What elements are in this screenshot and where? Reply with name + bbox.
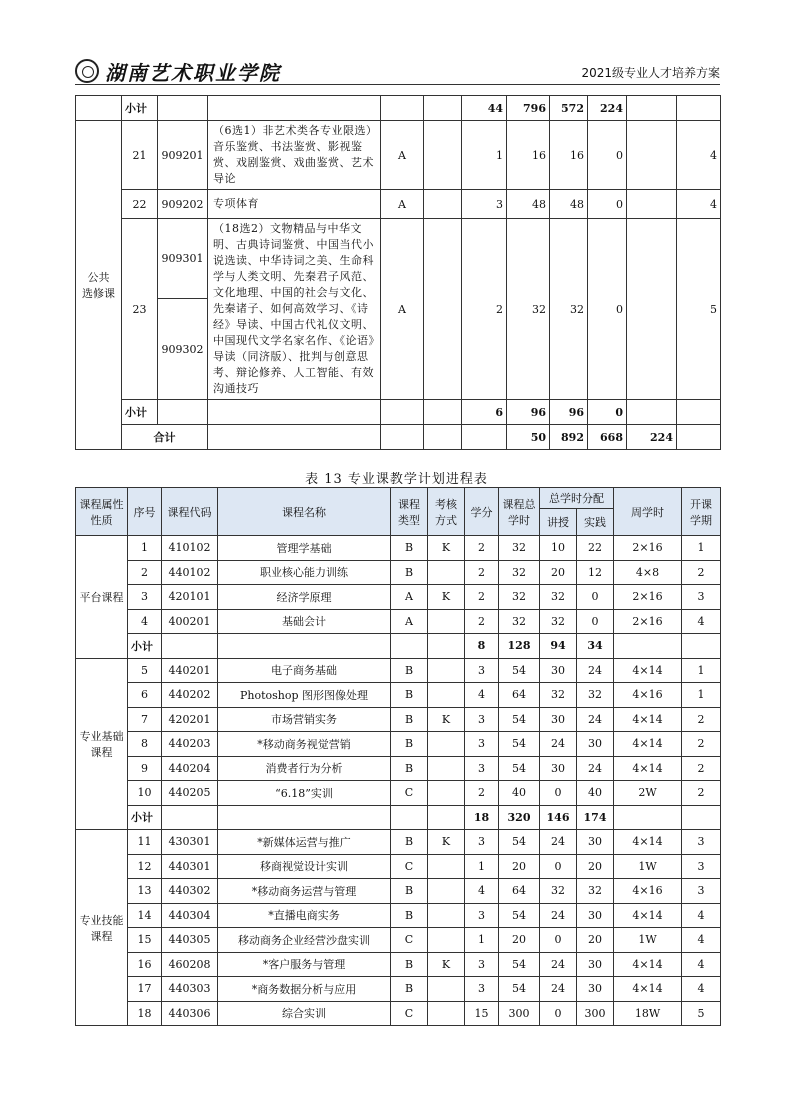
- cell-type: A: [391, 585, 428, 610]
- cell-credits: 2: [465, 560, 499, 585]
- subtotal-hours: 128: [499, 634, 540, 659]
- header-exam: 考核方式: [428, 488, 465, 536]
- cell-hours: 20: [499, 928, 540, 953]
- cell-credits: 4: [465, 879, 499, 904]
- cell-type: B: [391, 536, 428, 561]
- header-dist: 总学时分配: [540, 488, 614, 509]
- cell-weekly: 4×14: [614, 903, 682, 928]
- cell-credits: 2: [465, 585, 499, 610]
- cell-type: B: [391, 732, 428, 757]
- cell-practice: 30: [577, 952, 614, 977]
- cell-practice: 0: [577, 585, 614, 610]
- cell-practice: 300: [577, 1001, 614, 1026]
- cell-term: 3: [682, 854, 721, 879]
- cell-type: B: [391, 952, 428, 977]
- cell-name: 电子商务基础: [218, 658, 391, 683]
- table-row: [76, 683, 721, 708]
- table-row: 合计 50 892 668 224: [76, 425, 721, 450]
- cell-practice: 24: [577, 707, 614, 732]
- cell-type: B: [391, 560, 428, 585]
- cell-weekly: 4×14: [614, 732, 682, 757]
- table-caption: 表 13 专业课教学计划进程表: [305, 472, 488, 487]
- school-logo: [75, 58, 281, 84]
- cell-lecture: 0: [540, 781, 577, 806]
- cell-seq: 15: [128, 928, 162, 953]
- header-weekly: 周学时: [614, 488, 682, 536]
- cell-seq: 6: [128, 683, 162, 708]
- cell-code: 440305: [162, 928, 218, 953]
- cell-credits: 2: [465, 781, 499, 806]
- cell-term: 4: [682, 609, 721, 634]
- cell-name: “6.18”实训: [218, 781, 391, 806]
- cell-code: 440205: [162, 781, 218, 806]
- cell-type: C: [391, 854, 428, 879]
- table-row: 22 909202 专项体育 A 3 48 48 0 4: [76, 190, 721, 219]
- cell-practice: 40: [577, 781, 614, 806]
- cell-credits: 1: [465, 854, 499, 879]
- table-row: [76, 781, 721, 806]
- table-row: [76, 854, 721, 879]
- cell-exam: [428, 683, 465, 708]
- cell-code: 420101: [162, 585, 218, 610]
- cell-type: B: [391, 658, 428, 683]
- header-name: 课程名称: [218, 488, 391, 536]
- cell-credits: 3: [465, 732, 499, 757]
- cell-code: 410102: [162, 536, 218, 561]
- category-cell: 公共 选修课: [76, 121, 122, 450]
- cell-credits: 3: [465, 830, 499, 855]
- cell-exam: K: [428, 952, 465, 977]
- table-row: 909302: [76, 299, 721, 400]
- cell-exam: [428, 560, 465, 585]
- course-nature-cell: 专业基础 课程: [76, 658, 128, 830]
- cell-name: 综合实训: [218, 1001, 391, 1026]
- cell-exam: [428, 903, 465, 928]
- cell-seq: 8: [128, 732, 162, 757]
- cell-code: 440304: [162, 903, 218, 928]
- subtotal-lecture: 94: [540, 634, 577, 659]
- cell-hours: 64: [499, 879, 540, 904]
- cell-term: 2: [682, 707, 721, 732]
- header-credits: 学分: [465, 488, 499, 536]
- cell-type: C: [391, 1001, 428, 1026]
- subtotal-lecture: 146: [540, 805, 577, 830]
- cell-type: B: [391, 903, 428, 928]
- cell-type: B: [391, 879, 428, 904]
- cell-practice: 24: [577, 756, 614, 781]
- cell-term: 2: [682, 560, 721, 585]
- cell-name: *移动商务运营与管理: [218, 879, 391, 904]
- cell-code: 440302: [162, 879, 218, 904]
- public-elective-table: [75, 95, 721, 450]
- school-seal-icon: [75, 59, 99, 83]
- cell-lecture: 30: [540, 756, 577, 781]
- cell-exam: [428, 1001, 465, 1026]
- cell-type: C: [391, 781, 428, 806]
- cell-practice: 30: [577, 977, 614, 1002]
- cell-lecture: 10: [540, 536, 577, 561]
- cell-weekly: 1W: [614, 928, 682, 953]
- cell-lecture: 24: [540, 732, 577, 757]
- cell-credits: 3: [465, 903, 499, 928]
- table-row: [76, 952, 721, 977]
- table-row: [76, 560, 721, 585]
- cell-name: 移动商务企业经营沙盘实训: [218, 928, 391, 953]
- cell-code: 440301: [162, 854, 218, 879]
- cell-hours: 20: [499, 854, 540, 879]
- cell-term: 4: [682, 952, 721, 977]
- cell-term: 5: [682, 1001, 721, 1026]
- cell-practice: 30: [577, 732, 614, 757]
- table-row: [76, 609, 721, 634]
- subtotal-credits: 8: [465, 634, 499, 659]
- cell-lecture: 32: [540, 609, 577, 634]
- header-nature: 课程属性性质: [76, 488, 128, 536]
- table-row: [76, 707, 721, 732]
- cell-practice: 0: [577, 609, 614, 634]
- cell-code: 440303: [162, 977, 218, 1002]
- cell-exam: K: [428, 707, 465, 732]
- cell-credits: 3: [465, 756, 499, 781]
- cell-term: 1: [682, 683, 721, 708]
- cell-code: 440201: [162, 658, 218, 683]
- cell-hours: 32: [499, 560, 540, 585]
- table-row: [76, 756, 721, 781]
- cell-term: 3: [682, 830, 721, 855]
- table-row: [76, 830, 721, 855]
- cell-code: 440202: [162, 683, 218, 708]
- cell-practice: 32: [577, 683, 614, 708]
- cell-hours: 54: [499, 658, 540, 683]
- cell-term: 1: [682, 658, 721, 683]
- cell-exam: [428, 756, 465, 781]
- cell-lecture: 30: [540, 658, 577, 683]
- cell-term: 2: [682, 781, 721, 806]
- cell-practice: 24: [577, 658, 614, 683]
- cell-code: 430301: [162, 830, 218, 855]
- header-type: 课程类型: [391, 488, 428, 536]
- cell-hours: 54: [499, 977, 540, 1002]
- cell-practice: 30: [577, 903, 614, 928]
- cell-weekly: 2×16: [614, 536, 682, 561]
- header-practice: 实践: [577, 509, 614, 536]
- cell-hours: 54: [499, 756, 540, 781]
- header-hours: 课程总学时: [499, 488, 540, 536]
- subtotal-row: [76, 805, 721, 830]
- header-term: 开课学期: [682, 488, 721, 536]
- cell-hours: 40: [499, 781, 540, 806]
- school-name: 湖南艺术职业学院: [105, 60, 281, 85]
- cell-exam: [428, 977, 465, 1002]
- cell-weekly: 2×16: [614, 585, 682, 610]
- cell-name: 经济学原理: [218, 585, 391, 610]
- subtotal-practice: 34: [577, 634, 614, 659]
- cell-name: 基础会计: [218, 609, 391, 634]
- subtotal-row: [76, 634, 721, 659]
- cell-credits: 2: [465, 536, 499, 561]
- cell-name: 消费者行为分析: [218, 756, 391, 781]
- cell-name: *客户服务与管理: [218, 952, 391, 977]
- cell-hours: 32: [499, 609, 540, 634]
- cell-credits: 2: [465, 609, 499, 634]
- cell-term: 2: [682, 756, 721, 781]
- cell-lecture: 0: [540, 854, 577, 879]
- cell-weekly: 18W: [614, 1001, 682, 1026]
- cell-exam: [428, 879, 465, 904]
- cell-weekly: 4×14: [614, 977, 682, 1002]
- cell-term: 3: [682, 879, 721, 904]
- cell-exam: K: [428, 536, 465, 561]
- cell-weekly: 4×14: [614, 830, 682, 855]
- cell-term: 1: [682, 536, 721, 561]
- cell-weekly: 4×14: [614, 756, 682, 781]
- table-row: [76, 977, 721, 1002]
- cell-lecture: 20: [540, 560, 577, 585]
- cell-seq: 10: [128, 781, 162, 806]
- subtotal-credits: 18: [465, 805, 499, 830]
- subtotal-label: 小计: [128, 805, 162, 830]
- cell-exam: [428, 928, 465, 953]
- cell-type: B: [391, 707, 428, 732]
- cell-type: A: [391, 609, 428, 634]
- cell-hours: 54: [499, 952, 540, 977]
- total-label: 合计: [122, 425, 208, 450]
- cell-weekly: 4×16: [614, 683, 682, 708]
- cell-weekly: 1W: [614, 854, 682, 879]
- cell-credits: 4: [465, 683, 499, 708]
- cell-code: 460208: [162, 952, 218, 977]
- cell-code: 440102: [162, 560, 218, 585]
- table-row: 23 909301 （18选2）文物精品与中华文明、古典诗词鉴赏、中国当代小说选读、中华诗词之美、生命科学与人类文明、先秦君子风范、文化地理、中国的社会与文化、先秦诸子、如何高效学习、《诗经》导读、中国古代礼仪文明、中国现代文学名家名作、《论语》导读（同济版）、批判与创意思考、辩论修养、人工智能、有效沟通技巧 A 2 32 32 0 5: [76, 219, 721, 299]
- cell-seq: 17: [128, 977, 162, 1002]
- cell-lecture: 32: [540, 879, 577, 904]
- cell-hours: 32: [499, 585, 540, 610]
- cell-practice: 22: [577, 536, 614, 561]
- cell-hours: 54: [499, 732, 540, 757]
- cell-practice: 12: [577, 560, 614, 585]
- cell-name: *直播电商实务: [218, 903, 391, 928]
- cell-weekly: 4×14: [614, 707, 682, 732]
- table-row: [76, 658, 721, 683]
- cell-seq: 13: [128, 879, 162, 904]
- cell-exam: [428, 781, 465, 806]
- cell-code: 400201: [162, 609, 218, 634]
- cell-practice: 20: [577, 928, 614, 953]
- cell-type: B: [391, 683, 428, 708]
- cell-credits: 15: [465, 1001, 499, 1026]
- cell-weekly: 4×8: [614, 560, 682, 585]
- table-row: [76, 879, 721, 904]
- cell-lecture: 24: [540, 903, 577, 928]
- table-row: [76, 732, 721, 757]
- cell-term: 4: [682, 903, 721, 928]
- cell-seq: 7: [128, 707, 162, 732]
- cell-practice: 30: [577, 830, 614, 855]
- header-seq: 序号: [128, 488, 162, 536]
- cell-type: C: [391, 928, 428, 953]
- cell-hours: 54: [499, 830, 540, 855]
- cell-credits: 3: [465, 707, 499, 732]
- table-row: [76, 536, 721, 561]
- cell-practice: 20: [577, 854, 614, 879]
- cell-lecture: 0: [540, 1001, 577, 1026]
- cell-seq: 11: [128, 830, 162, 855]
- cell-credits: 3: [465, 658, 499, 683]
- cell-hours: 64: [499, 683, 540, 708]
- cell-weekly: 4×14: [614, 658, 682, 683]
- cell-hours: 54: [499, 903, 540, 928]
- cell-seq: 12: [128, 854, 162, 879]
- subtotal-practice: 174: [577, 805, 614, 830]
- cell-lecture: 32: [540, 585, 577, 610]
- cell-seq: 1: [128, 536, 162, 561]
- cell-name: 管理学基础: [218, 536, 391, 561]
- cell-exam: [428, 609, 465, 634]
- table-row: 小计 44 796 572 224: [76, 96, 721, 121]
- cell-exam: K: [428, 830, 465, 855]
- cell-lecture: 24: [540, 952, 577, 977]
- cell-credits: 3: [465, 952, 499, 977]
- header-code: 课程代码: [162, 488, 218, 536]
- cell-lecture: 30: [540, 707, 577, 732]
- cell-exam: [428, 732, 465, 757]
- cell-name: 市场营销实务: [218, 707, 391, 732]
- cell-seq: 4: [128, 609, 162, 634]
- table-row: [76, 903, 721, 928]
- cell-exam: [428, 854, 465, 879]
- professional-course-table: [75, 487, 721, 1026]
- cell-seq: 18: [128, 1001, 162, 1026]
- cell-name: *移动商务视觉营销: [218, 732, 391, 757]
- cell-code: 440204: [162, 756, 218, 781]
- course-nature-cell: 平台课程: [76, 536, 128, 659]
- plan-title: 2021级专业人才培养方案: [581, 66, 720, 80]
- cell-code: 440306: [162, 1001, 218, 1026]
- cell-name: *商务数据分析与应用: [218, 977, 391, 1002]
- table-row: 小计 6 96 96 0: [76, 400, 721, 425]
- cell-exam: K: [428, 585, 465, 610]
- cell-seq: 3: [128, 585, 162, 610]
- cell-seq: 2: [128, 560, 162, 585]
- cell-name: 职业核心能力训练: [218, 560, 391, 585]
- cell-name: *新媒体运营与推广: [218, 830, 391, 855]
- page-header: [75, 58, 720, 84]
- header-row: [76, 488, 721, 509]
- table-row: 公共 选修课 21 909201 （6选1）非艺术类各专业限选）音乐鉴赏、书法鉴赏、影视鉴赏、戏剧鉴赏、戏曲鉴赏、艺术导论 A 1 16 16 0 4: [76, 121, 721, 190]
- course-nature-cell: 专业技能 课程: [76, 830, 128, 1026]
- cell-term: 2: [682, 732, 721, 757]
- cell-credits: 1: [465, 928, 499, 953]
- table-row: [76, 1001, 721, 1026]
- cell-weekly: 4×16: [614, 879, 682, 904]
- cell-term: 3: [682, 585, 721, 610]
- cell-weekly: 2W: [614, 781, 682, 806]
- cell-seq: 9: [128, 756, 162, 781]
- cell-seq: 16: [128, 952, 162, 977]
- cell-lecture: 32: [540, 683, 577, 708]
- cell-type: B: [391, 977, 428, 1002]
- cell-weekly: 2×16: [614, 609, 682, 634]
- cell-credits: 3: [465, 977, 499, 1002]
- cell-lecture: 0: [540, 928, 577, 953]
- cell-hours: 300: [499, 1001, 540, 1026]
- cell-type: B: [391, 756, 428, 781]
- cell-term: 4: [682, 928, 721, 953]
- cell-hours: 32: [499, 536, 540, 561]
- header-lecture: 讲授: [540, 509, 577, 536]
- table-row: [76, 585, 721, 610]
- cell-seq: 5: [128, 658, 162, 683]
- subtotal-label: 小计: [122, 96, 158, 121]
- cell-practice: 32: [577, 879, 614, 904]
- cell-seq: 14: [128, 903, 162, 928]
- cell-type: B: [391, 830, 428, 855]
- cell-code: 440203: [162, 732, 218, 757]
- subtotal-label: 小计: [122, 400, 158, 425]
- header-divider: [75, 84, 720, 85]
- cell-term: 4: [682, 977, 721, 1002]
- cell-hours: 54: [499, 707, 540, 732]
- subtotal-hours: 320: [499, 805, 540, 830]
- table-row: [76, 928, 721, 953]
- cell-exam: [428, 658, 465, 683]
- cell-lecture: 24: [540, 830, 577, 855]
- subtotal-label: 小计: [128, 634, 162, 659]
- cell-lecture: 24: [540, 977, 577, 1002]
- cell-name: Photoshop 图形图像处理: [218, 683, 391, 708]
- cell-code: 420201: [162, 707, 218, 732]
- cell-name: 移商视觉设计实训: [218, 854, 391, 879]
- cell-weekly: 4×14: [614, 952, 682, 977]
